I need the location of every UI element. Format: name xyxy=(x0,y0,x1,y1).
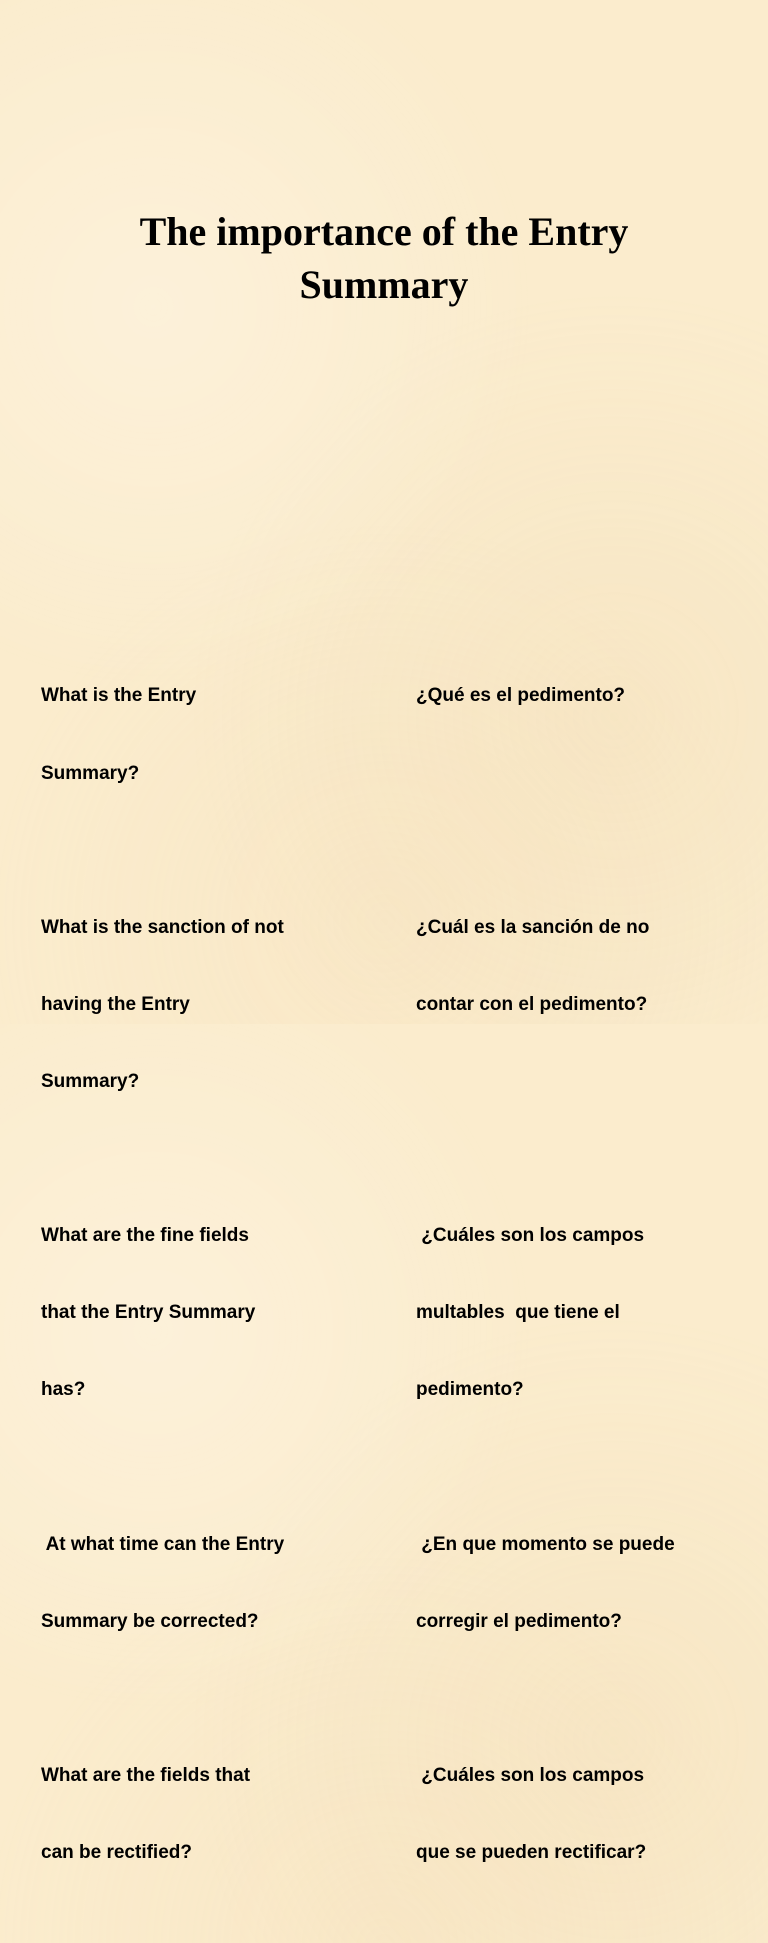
question-es-2 xyxy=(416,863,746,1146)
question-line: What is the sanction of not xyxy=(41,916,284,938)
question-line: Summary be corrected? xyxy=(41,1610,259,1632)
question-line: has? xyxy=(41,1379,86,1401)
question-en-5 xyxy=(41,1711,341,1917)
spanish-questions-column xyxy=(416,632,746,1943)
question-es-5 xyxy=(416,1711,746,1917)
slide-title-line-2: Summary xyxy=(299,262,469,307)
question-es-1 xyxy=(416,632,746,838)
question-line: having the Entry xyxy=(41,993,190,1015)
slide-title-line-1: The importance of the Entry xyxy=(139,209,629,254)
question-es-3 xyxy=(416,1172,746,1455)
question-line: corregir el pedimento? xyxy=(416,1610,622,1632)
question-line: contar con el pedimento? xyxy=(416,993,648,1015)
question-line: ¿Cuáles son los campos xyxy=(416,1225,645,1247)
question-line-spacer xyxy=(416,761,746,787)
question-line: Summary? xyxy=(41,1070,140,1092)
question-line: ¿Qué es el pedimento? xyxy=(416,685,626,707)
question-line: multables que tiene el xyxy=(416,1302,620,1324)
question-line: pedimento? xyxy=(416,1379,524,1401)
slide-title xyxy=(0,205,768,311)
question-line: At what time can the Entry xyxy=(41,1533,285,1555)
question-line: que se pueden rectificar? xyxy=(416,1841,647,1863)
question-line-spacer xyxy=(416,1069,746,1095)
question-line: Summary? xyxy=(41,762,140,784)
question-line: What are the fields that xyxy=(41,1764,251,1786)
english-questions-column xyxy=(41,632,341,1943)
question-es-4 xyxy=(416,1480,746,1686)
question-line: What are the fine fields xyxy=(41,1225,249,1247)
question-en-4 xyxy=(41,1480,341,1686)
question-line: What is the Entry xyxy=(41,685,197,707)
question-line: ¿Cuál es la sanción de no xyxy=(416,916,650,938)
question-line: ¿En que momento se puede xyxy=(416,1533,675,1555)
question-en-2 xyxy=(41,863,341,1146)
question-line: ¿Cuáles son los campos xyxy=(416,1764,645,1786)
question-line: that the Entry Summary xyxy=(41,1302,256,1324)
question-en-3 xyxy=(41,1172,341,1455)
question-en-1 xyxy=(41,632,341,838)
question-line: can be rectified? xyxy=(41,1841,192,1863)
